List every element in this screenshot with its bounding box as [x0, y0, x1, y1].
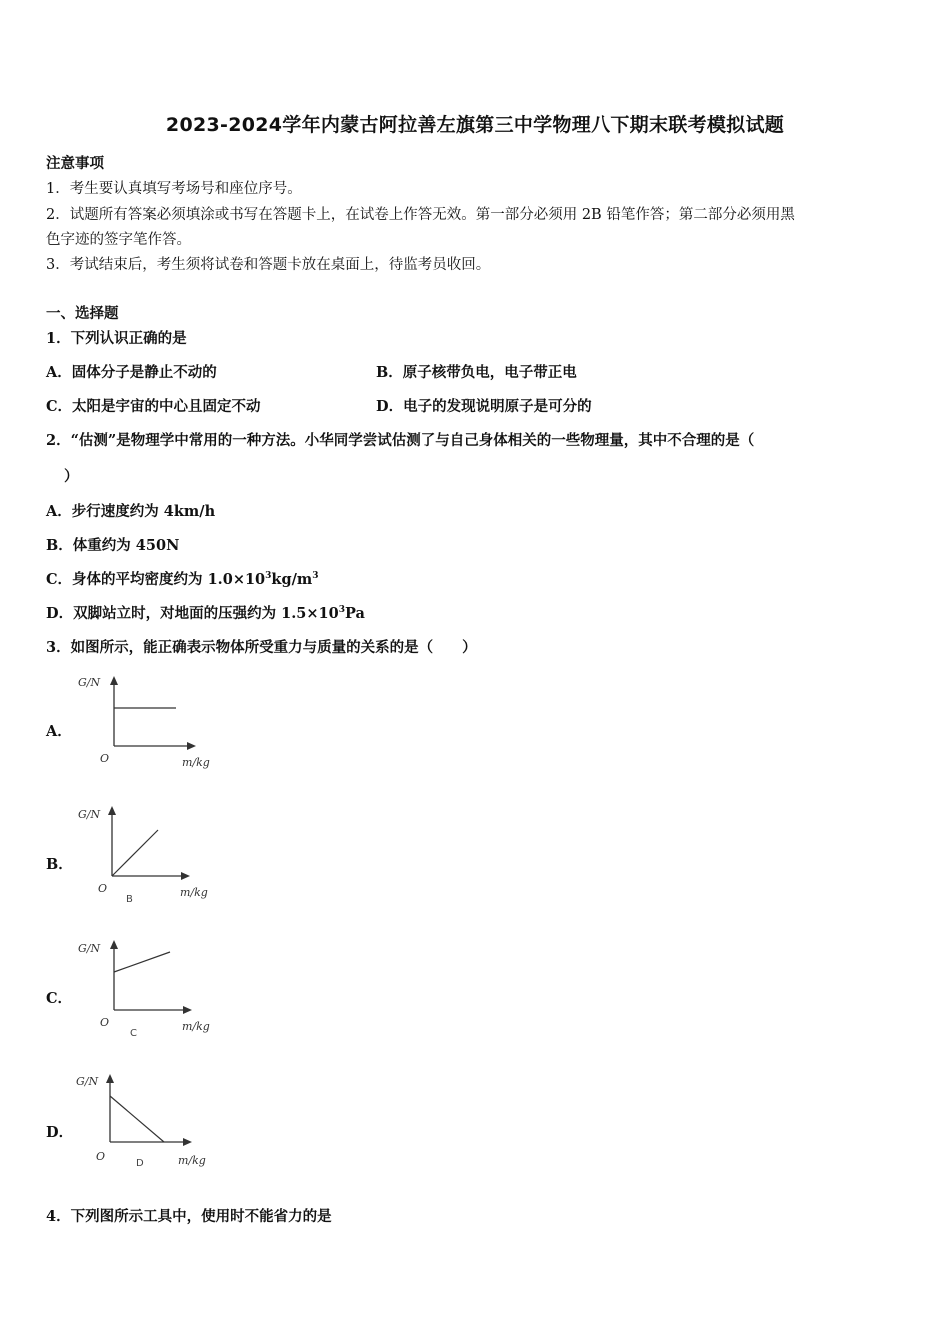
q2-option-b: B．体重约为 450N	[46, 537, 180, 554]
q1-option-c: C．太阳是宇宙的中心且固定不动	[46, 398, 261, 415]
section-heading: 一、选择题	[46, 305, 119, 322]
origin-label: O	[98, 882, 108, 895]
q1-stem: 1．下列认识正确的是	[46, 330, 187, 347]
q2-option-d: D．双脚站立时，对地面的压强约为 $1.5\times 10^3Pa$	[46, 605, 365, 622]
q2-stem: 2．“估测”是物理学中常用的一种方法。小华同学尝试估测了与自己身体相关的一些物理量，其中不合理的是（	[46, 432, 755, 449]
q3-graph-c	[70, 936, 230, 1041]
x-axis-label: m/kg	[182, 1020, 210, 1033]
y-axis-label: G/N	[78, 676, 101, 689]
q3-option-c-label: C．	[46, 990, 73, 1007]
q2-option-c: C．身体的平均密度约为 $1.0\times 10^3kg/m^3$	[46, 571, 319, 588]
notice-item-3: 3．考试结束后，考生须将试卷和答题卡放在桌面上，待监考员收回。	[46, 257, 491, 273]
graph-sub-label: B	[126, 894, 133, 905]
q3-option-d-label: D．	[46, 1124, 74, 1141]
notice-item-2: 2．试题所有答案必须填涂或书写在答题卡上，在试卷上作答无效。第一部分必须用 2B 铅笔作答；第二部分必须用黑	[46, 207, 795, 223]
q2-stem-end: ）	[64, 468, 79, 485]
q3-graph-a	[70, 672, 230, 777]
x-axis-label: m/kg	[180, 886, 208, 899]
x-axis-label: m/kg	[182, 756, 210, 769]
y-axis-label: G/N	[78, 942, 101, 955]
q1-option-a: A．固体分子是静止不动的	[46, 364, 217, 381]
y-axis-label: G/N	[76, 1075, 99, 1088]
y-axis-label: G/N	[78, 808, 101, 821]
q1-option-d: D．电子的发现说明原子是可分的	[376, 398, 592, 415]
origin-label: O	[100, 1016, 110, 1029]
graph-line	[112, 830, 158, 876]
q3-option-a-label: A．	[46, 723, 72, 740]
notice-item-1: 1．考生要认真填写考场号和座位序号。	[46, 181, 302, 197]
q2-option-a: A．步行速度约为 4km/h	[46, 503, 216, 520]
q4-stem: 4．下列图所示工具中，使用时不能省力的是	[46, 1208, 332, 1225]
graph-sub-label: D	[136, 1158, 144, 1169]
q3-graph-b	[70, 802, 230, 907]
graph-line	[110, 1096, 164, 1142]
x-axis-label: m/kg	[178, 1154, 206, 1167]
q3-stem: 3．如图所示，能正确表示物体所受重力与质量的关系的是（ ）	[46, 639, 477, 656]
origin-label: O	[100, 752, 110, 765]
page-title: 2023-2024学年内蒙古阿拉善左旗第三中学物理八下期末联考模拟试题	[165, 114, 785, 136]
q3-graph-d	[70, 1068, 230, 1173]
notice-item-2-cont: 色字迹的签字笔作答。	[46, 232, 191, 248]
q3-option-b-label: B．	[46, 856, 73, 873]
graph-line	[114, 952, 170, 972]
q1-option-b: B．原子核带负电，电子带正电	[376, 364, 577, 381]
graph-sub-label: C	[130, 1028, 137, 1039]
notice-heading: 注意事项	[46, 155, 104, 172]
origin-label: O	[96, 1150, 106, 1163]
